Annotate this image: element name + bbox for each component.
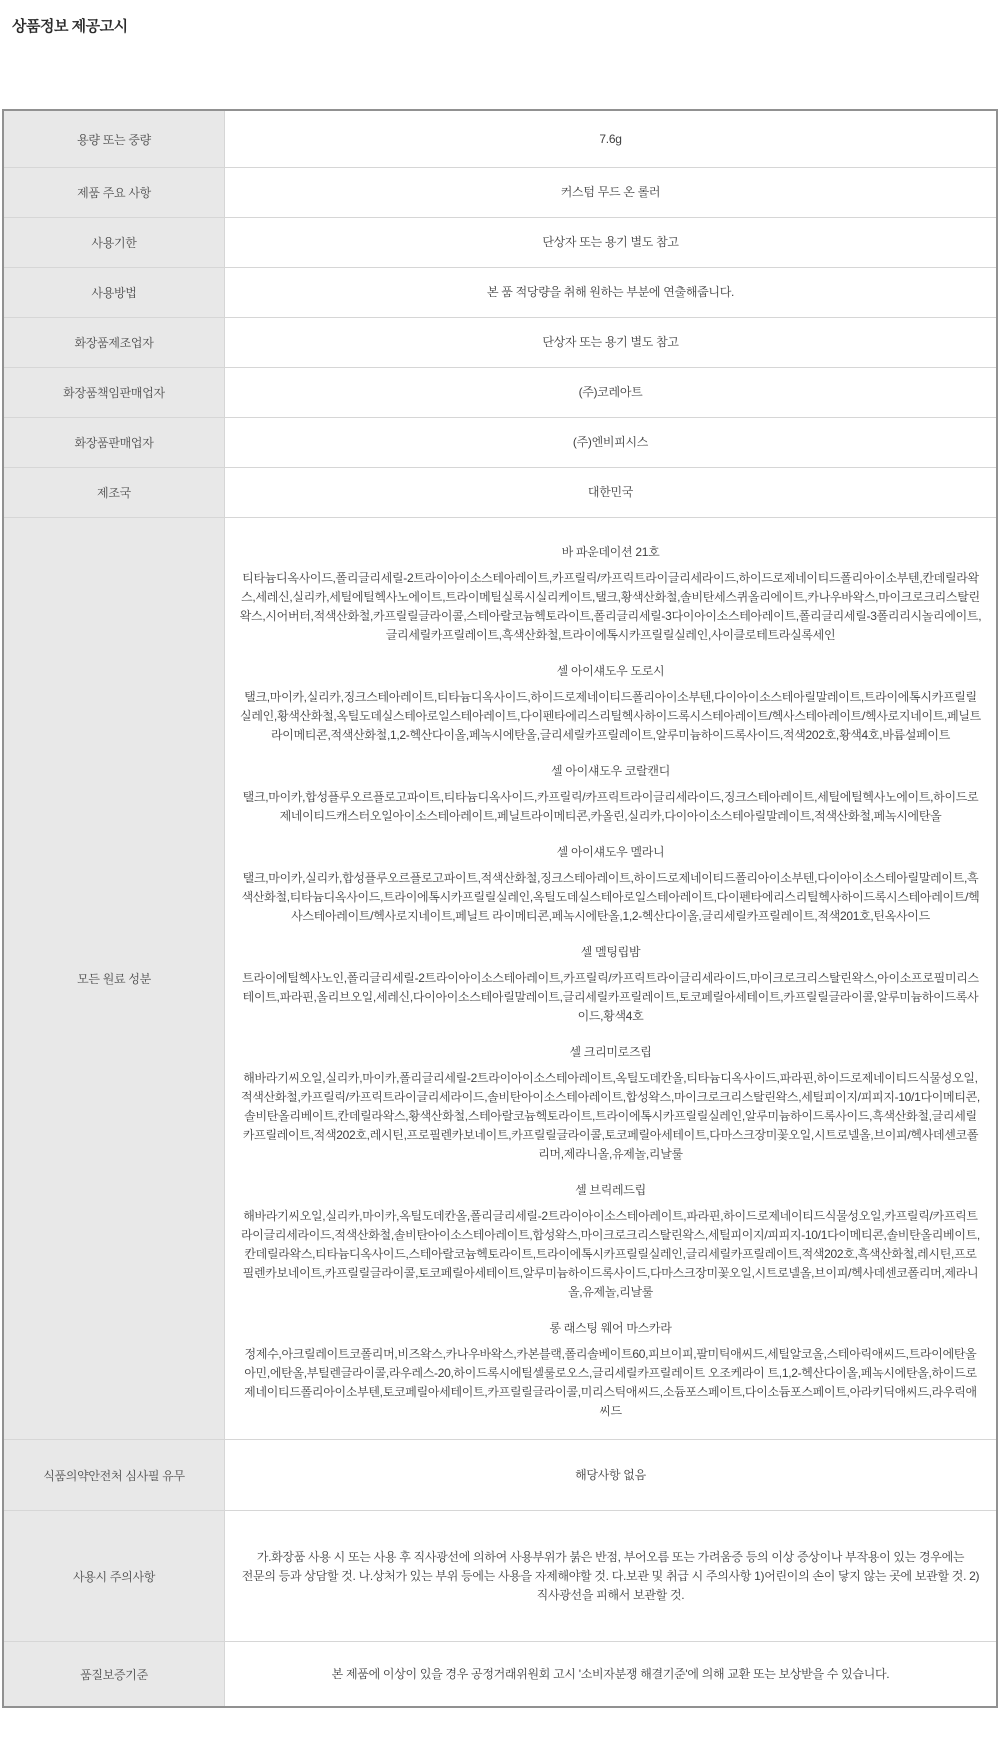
table-row-volume (4, 111, 996, 167)
row-value: 해당사항 없음 (575, 1467, 646, 1482)
row-value: (주)엔비피시스 (572, 435, 649, 449)
ingredient-section-title: 셀 멜팅립밤 (580, 945, 641, 959)
row-label: 용량 또는 중량 (4, 111, 225, 167)
ingredient-section-title: 바 파운데이션 21호 (561, 545, 660, 559)
ingredients-content (225, 518, 996, 1439)
row-value: 단상자 또는 용기 별도 참고 (542, 235, 679, 249)
row-label: 사용시 주의사항 (4, 1511, 225, 1641)
table-row-usage (4, 267, 996, 317)
page-title: 상품정보 제공고시 (12, 18, 128, 35)
row-value: (주)코레아트 (578, 385, 643, 399)
row-label: 품질보증기준 (4, 1642, 225, 1706)
row-value: 커스텀 무드 온 롤러 (560, 185, 661, 199)
row-label: 식품의약안전처 심사필 유무 (4, 1440, 225, 1510)
ingredient-section-title: 셀 아이섀도우 멜라니 (556, 845, 665, 859)
row-label: 제품 주요 사항 (4, 168, 225, 217)
ingredient-section-text: 해바라기씨오일,실리카,마이카,옥틸도데칸올,폴리글리세릴-2트라이아이소스테아레이트,파라핀,하이드로제네이티드식물성오일,카프릴릭/카프릭트라이글리세라이드,적색산화철,솔비탄아이소스테아레이트,합성왁스,마이크로크리스탈린왁스,세틸피이지/피피지-10/1다이메티콘,솔비탄올리베이트,칸데릴라왁스,티타늄디옥사이드,스테아랄코늄헥토라이트,트라이에톡시카프릴릴실레인,글리세릴카프릴레이트,적색202호,흑색산화철,레시틴,프로필렌카보네이트,카프릴릴글라이콜,토코페릴아세테이트,알루미늄하이드록사이드,다마스크장미꽃오일,시트로넬올,브이피/헥사데센코폴리머,제라니올,유제놀,리날룰 (241, 1209, 980, 1299)
ingredient-section-text: 탤크,마이카,실리카,징크스테아레이트,티타늄디옥사이드,하이드로제네이티드폴리아이소부텐,다이아이소스테아릴말레이트,트라이에톡시카프릴릴실레인,황색산화철,옥틸도데실스테아로일스테아레이트,다이펜타에리스리틸헥사하이드록시스테아레이트/헥사스테아레이트/헥사로지네이트,페닐트라이메티콘,적색산화철,1,2-헥산다이올,페녹시에탄올,글리세릴카프릴레이트,알루미늄하이드록사이드,적색202호,황색4호,바륨설페이트 (240, 690, 981, 742)
row-value: 본 품 적당량을 취해 원하는 부분에 연출해줍니다. (486, 285, 735, 299)
ingredient-section-title: 셀 아이섀도우 코랄캔디 (551, 764, 670, 778)
ingredient-section-title: 셀 크리미로즈립 (569, 1045, 652, 1059)
ingredient-section-text: 티타늄디옥사이드,폴리글리세릴-2트라이아이소스테아레이트,카프릴릭/카프릭트라이글리세라이드,하이드로제네이티드폴리아이소부텐,칸데릴라왁스,세레신,실리카,세틸에틸헥사노에이트,트라이메틸실록시실리케이트,탤크,황색산화철,솔비탄세스퀴올리에이트,카나우바왁스,마이크로크리스탈린왁스,시어버터,적색산화철,카프릴릴글라이콜,스테아랄코늄헥토라이트,폴리글리세릴-3다이아이소스테아레이트,폴리글리세릴-3폴리리시놀리에이트,글리세릴카프릴레이트,흑색산화철,트라이에톡시카프릴릴실레인,사이클로테트라실록세인 (239, 571, 982, 642)
row-label: 화장품판매업자 (4, 418, 225, 467)
table-row-product-feature (4, 167, 996, 217)
row-label: 사용기한 (4, 218, 225, 267)
table-row-responsible-seller (4, 367, 996, 417)
ingredient-section-text: 탤크,마이카,실리카,합성플루오르플로고파이트,적색산화철,징크스테아레이트,하이드로제네이티드폴리아이소부텐,다이아이소스테아릴말레이트,흑색산화철,티타늄디옥사이드,트라이에톡시카프릴릴실레인,옥틸도데실스테아로일스테아레이트,다이펜타에리스리틸헥사하이드록시스테아레이트/헥사스테아레이트/헥사로지네이트,페닐트 라이메티콘,페녹시에탄올,1,2-헥산다이올,글리세릴카프릴레이트,적색201호,틴옥사이드 (241, 871, 980, 923)
ingredient-section-text: 해바라기씨오일,실리카,마이카,폴리글리세릴-2트라이아이소스테아레이트,옥틸도데칸올,티타늄디옥사이드,파라핀,하이드로제네이티드식물성오일,적색산화철,카프릴릭/카프릭트라이글리세라이드,솔비탄아이소스테아레이트,합성왁스,마이크로크리스탈린왁스,세틸피이지/피피지-10/1다이메티콘,솔비탄올리베이트,칸데릴라왁스,황색산화철,스테아랄코늄헥토라이트,트라이에톡시카프릴릴실레인,알루미늄하이드록사이드,흑색산화철,글리세릴카프릴레이트,적색202호,레시틴,프로필렌카보네이트,카프릴릴글라이콜,토코페릴아세테이트,다마스크장미꽃오일,시트로넬올,브이피/헥사데센코폴리머,제라니올,유제놀,리날룰 (241, 1071, 980, 1161)
ingredient-section-title: 셀 아이섀도우 도로시 (556, 664, 665, 678)
ingredient-section-text: 탤크,마이카,합성플루오르플로고파이트,티타늄디옥사이드,카프릴릭/카프릭트라이글리세라이드,징크스테아레이트,세틸에틸헥사노에이트,하이드로제네이티드캐스터오일아이소스테아레이트,페닐트라이메티콘,카올린,실리카,다이아이소스테아릴말레이트,적색산화철,페녹시에탄올 (242, 790, 979, 823)
ingredient-section-text: 정제수,아크릴레이트코폴리머,비즈왁스,카나우바왁스,카본블랙,폴리솔베이트60,피브이피,팔미틱애씨드,세틸알코올,스테아릭애씨드,트라이에탄올아민,에탄올,부틸렌글라이콜,라우레스-20,하이드록시에틸셀룰로오스,글리세릴카프릴레이트 오조케라이 트,1,2-헥산다이올,페녹시에탄올,하이드로제네이티드폴리아이소부텐,토코페릴아세테이트,카프릴릴글라이콜,미리스틱애씨드,소듐포스페이트,다이소듐포스페이트,아라키딕애씨드,라우릭애씨드 (244, 1347, 977, 1418)
row-label: 제조국 (4, 468, 225, 517)
table-row-country-of-origin (4, 467, 996, 517)
row-value: 7.6g (599, 131, 622, 146)
row-label: 사용방법 (4, 268, 225, 317)
table-row-all-ingredients (4, 517, 996, 1439)
ingredient-section-title: 셀 브릭레드립 (575, 1183, 646, 1197)
ingredient-section-title: 롱 래스팅 웨어 마스카라 (549, 1321, 672, 1335)
table-row-precautions (4, 1510, 996, 1641)
product-info-table (2, 109, 998, 1708)
ingredient-section-text: 트라이에틸헥사노인,폴리글리세릴-2트라이아이소스테아레이트,카프릴릭/카프릭트라이글리세라이드,마이크로크리스탈린왁스,아이소프로필미리스테이트,파라핀,올리브오일,세레신,다이아이소스테아릴말레이트,글리세릴카프릴레이트,토코페릴아세테이트,카프릴릴글라이콜,알루미늄하이드록사이드,황색4호 (242, 971, 979, 1023)
row-value: 대한민국 (587, 485, 634, 499)
row-value: 단상자 또는 용기 별도 참고 (542, 335, 679, 349)
table-row-manufacturer (4, 317, 996, 367)
table-row-mfds-review (4, 1439, 996, 1510)
row-label: 화장품책임판매업자 (4, 368, 225, 417)
row-label: 모든 원료 성분 (4, 518, 225, 1439)
row-label: 화장품제조업자 (4, 318, 225, 367)
table-row-expiry (4, 217, 996, 267)
row-value: 가.화장품 사용 시 또는 사용 후 직사광선에 의하여 사용부위가 붉은 반점, 부어오름 또는 가려움증 등의 이상 증상이나 부작용이 있는 경우에는 전문의 등과 상담할 것. 나.상처가 있는 부위 등에는 사용을 자제해야할 것. 다.보관 및 취급 시 주의사항 1)어린이의 손이 닿지 않는 곳에 보관할 것. 2)직사광선을 피해서 보관할 것. (241, 1549, 980, 1602)
row-value: 본 제품에 이상이 있을 경우 공정거래위원회 고시 '소비자분쟁 해결기준'에 의해 교환 또는 보상받을 수 있습니다. (331, 1666, 890, 1681)
table-row-seller (4, 417, 996, 467)
table-row-quality-guarantee (4, 1641, 996, 1706)
